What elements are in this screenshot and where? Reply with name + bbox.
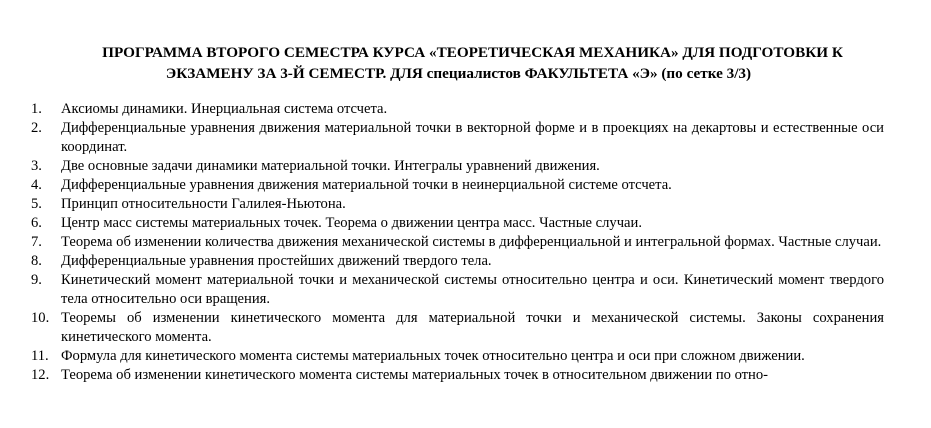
list-item-text: Теорема об изменении кинетического момента системы материальных точек в относительном движении по отно- bbox=[61, 367, 769, 383]
list-item-text: Дифференциальные уравнения движения материальной точки в неинерциальной системе отсчета. bbox=[61, 177, 672, 193]
list-item-number: 8. bbox=[31, 253, 42, 269]
document-title bbox=[0, 42, 931, 84]
list-item bbox=[0, 309, 931, 347]
list-item-text: Дифференциальные уравнения движения материальной точки в векторной форме и в проекциях на декартовы и естественные оси координат. bbox=[61, 120, 884, 155]
list-item-number: 5. bbox=[31, 196, 42, 212]
list-item bbox=[0, 195, 931, 214]
list-item bbox=[0, 119, 931, 157]
list-item-number: 2. bbox=[31, 120, 42, 136]
list-item bbox=[0, 233, 931, 252]
topic-list bbox=[0, 100, 931, 385]
list-item bbox=[0, 366, 931, 385]
list-item bbox=[0, 176, 931, 195]
list-item-number: 11. bbox=[31, 348, 49, 364]
list-item-text: Две основные задачи динамики материальной точки. Интегралы уравнений движения. bbox=[61, 158, 600, 174]
list-item-text: Аксиомы динамики. Инерциальная система отсчета. bbox=[61, 101, 388, 117]
list-item bbox=[0, 271, 931, 309]
list-item-text: Теоремы об изменении кинетического момента для материальной точки и механической системы. Законы сохранения кинетического момента. bbox=[61, 310, 884, 345]
list-item-text: Кинетический момент материальной точки и механической системы относительно центра и оси. Кинетический момент твердого тела относительно оси вращения. bbox=[61, 272, 884, 307]
list-item bbox=[0, 347, 931, 366]
list-item-number: 6. bbox=[31, 215, 42, 231]
list-item-number: 4. bbox=[31, 177, 42, 193]
list-item-number: 12. bbox=[31, 367, 50, 383]
list-item-text: Принцип относительности Галилея-Ньютона. bbox=[61, 196, 346, 212]
list-item-text: Формула для кинетического момента системы материальных точек относительно центра и оси при сложном движении. bbox=[61, 348, 805, 364]
list-item-text: Дифференциальные уравнения простейших движений твердого тела. bbox=[61, 253, 492, 269]
list-item-number: 10. bbox=[31, 310, 50, 326]
list-item-number: 9. bbox=[31, 272, 42, 288]
list-item-number: 3. bbox=[31, 158, 42, 174]
list-item bbox=[0, 214, 931, 233]
list-item bbox=[0, 157, 931, 176]
list-item-text: Центр масс системы материальных точек. Теорема о движении центра масс. Частные случаи. bbox=[61, 215, 642, 231]
list-item bbox=[0, 100, 931, 119]
title-line-1: ПРОГРАММА ВТОРОГО СЕМЕСТРА КУРСА «ТЕОРЕТИЧЕСКАЯ МЕХАНИКА» ДЛЯ ПОДГОТОВКИ К bbox=[102, 44, 843, 61]
list-item-number: 1. bbox=[31, 101, 42, 117]
list-item-text: Теорема об изменении количества движения механической системы в дифференциальной и интегральной формах. Частные случаи. bbox=[61, 234, 882, 250]
title-line-2: ЭКЗАМЕНУ ЗА 3-Й СЕМЕСТР. ДЛЯ специалистов ФАКУЛЬТЕТА «Э» (по сетке 3/3) bbox=[165, 65, 752, 82]
list-item bbox=[0, 252, 931, 271]
list-item-number: 7. bbox=[31, 234, 42, 250]
